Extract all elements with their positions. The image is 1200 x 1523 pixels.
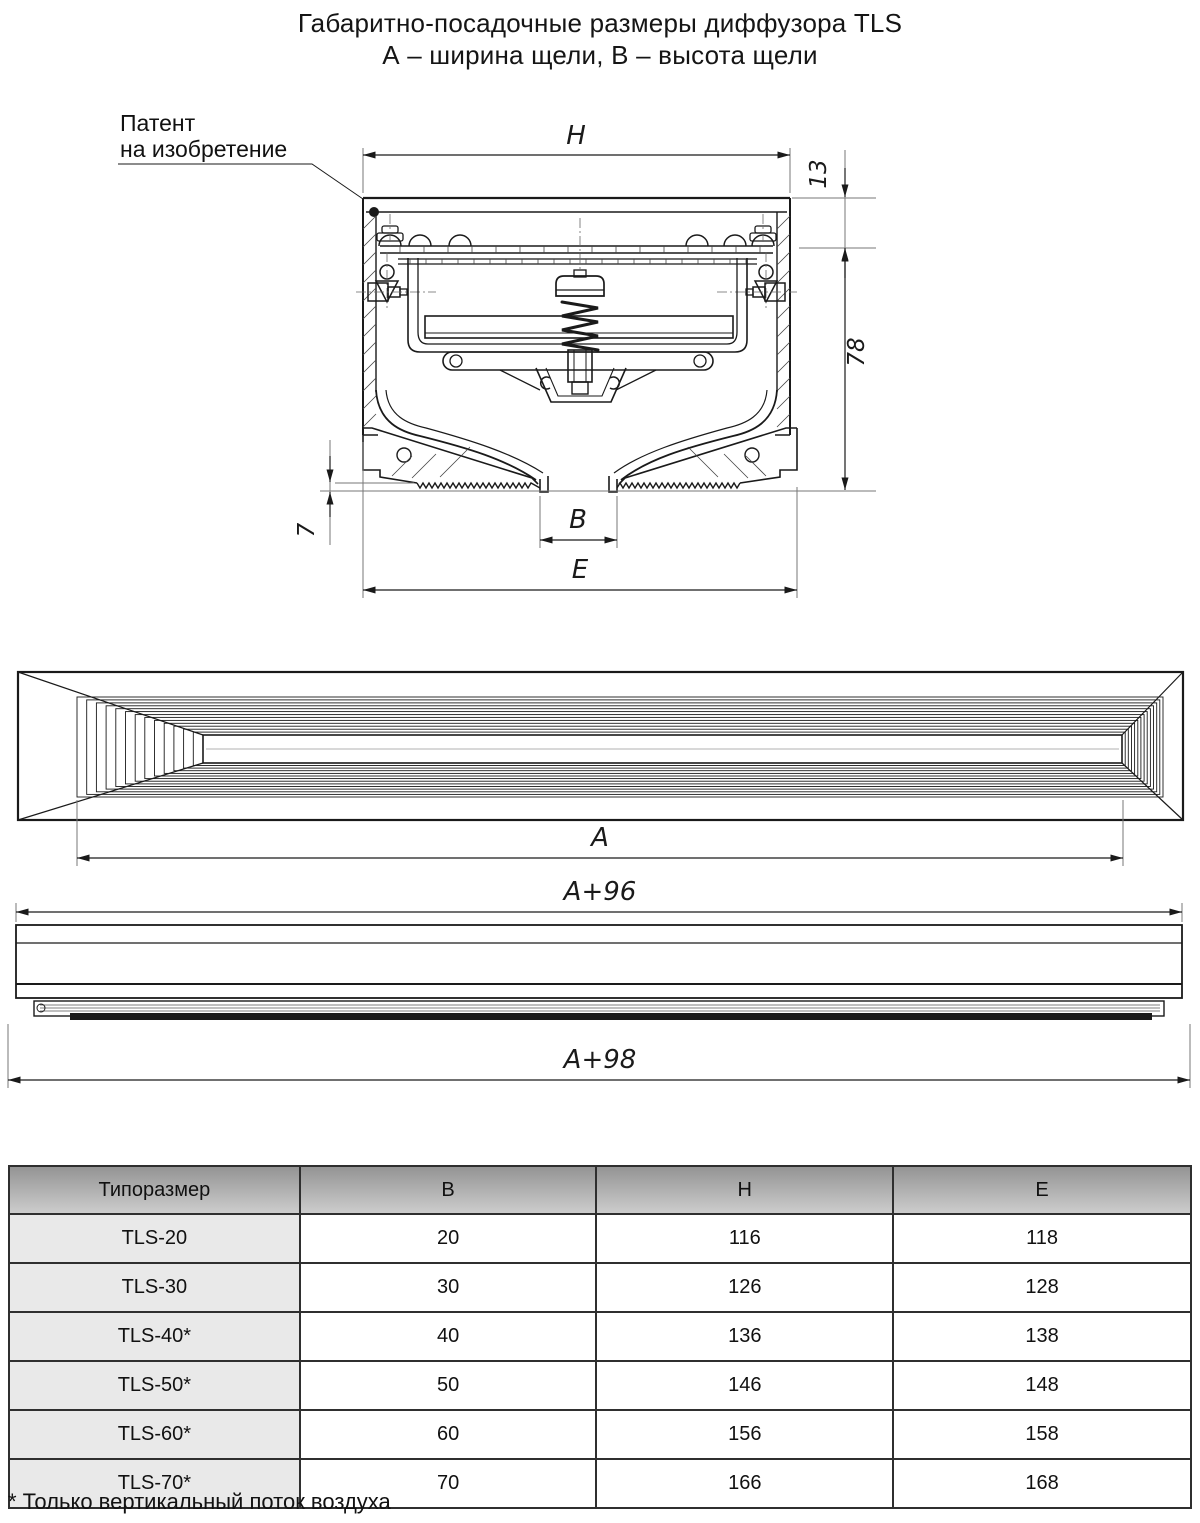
cell-model: TLS-70* [9, 1459, 300, 1508]
size-table-wrapper [8, 1165, 1192, 1509]
cell-b: 70 [300, 1459, 597, 1508]
flange-right [617, 428, 797, 488]
dim-label-a: А [591, 823, 609, 853]
cell-h: 166 [596, 1459, 893, 1508]
cell-e: 148 [893, 1361, 1191, 1410]
front-view [18, 672, 1183, 866]
cell-model: TLS-50* [9, 1361, 300, 1410]
page-subtitle: А – ширина щели, В – высота щели [382, 40, 818, 70]
dimension-a [77, 800, 1123, 866]
cell-h: 126 [596, 1263, 893, 1312]
patent-callout [118, 110, 379, 217]
dim-label-a98: А+98 [563, 1045, 637, 1075]
cell-b: 40 [300, 1312, 597, 1361]
dimension-7 [294, 440, 414, 545]
cell-h: 136 [596, 1312, 893, 1361]
footnote: * Только вертикальный поток воздуха [8, 1489, 391, 1514]
cell-b: 60 [300, 1410, 597, 1459]
table-row [9, 1214, 1191, 1263]
side-body [16, 925, 1182, 998]
dim-label-78: 78 [844, 337, 870, 367]
dimension-13 [792, 150, 876, 296]
dim-label-h: Н [566, 121, 586, 151]
mounting-screw-left [377, 214, 403, 246]
dim-label-a96: А+96 [563, 877, 637, 907]
dim-label-13: 13 [806, 159, 832, 189]
cell-h: 156 [596, 1410, 893, 1459]
size-table [8, 1165, 1192, 1509]
page-title: Габаритно-посадочные размеры диффузора TLS [297, 8, 903, 38]
cell-b: 50 [300, 1361, 597, 1410]
col-header-h: Н [596, 1166, 893, 1214]
col-header-e: Е [893, 1166, 1191, 1214]
cell-e: 168 [893, 1459, 1191, 1508]
anchor-clip-right [755, 252, 777, 308]
cell-b: 20 [300, 1214, 597, 1263]
cell-h: 116 [596, 1214, 893, 1263]
table-row [9, 1312, 1191, 1361]
bevel-stripes [77, 697, 1163, 797]
col-header-model: Типоразмер [9, 1166, 300, 1214]
mounting-screw-right [750, 214, 776, 246]
table-header-row [9, 1166, 1191, 1214]
dim-label-e: Е [571, 555, 589, 585]
cell-model: TLS-40* [9, 1312, 300, 1361]
dimension-a96 [16, 877, 1182, 922]
col-header-b: В [300, 1166, 597, 1214]
adjusting-screw [556, 218, 604, 394]
section-view [118, 110, 876, 598]
cell-model: TLS-20 [9, 1214, 300, 1263]
dimension-a98 [8, 1024, 1190, 1088]
patent-label-line1: Патент [120, 110, 196, 136]
dim-label-7: 7 [294, 522, 320, 538]
side-slot-bar [70, 1013, 1152, 1020]
cell-model: TLS-30 [9, 1263, 300, 1312]
dimension-b [540, 496, 617, 548]
flange-left [363, 428, 540, 488]
cell-e: 128 [893, 1263, 1191, 1312]
cell-b: 30 [300, 1263, 597, 1312]
anchor-clip-left [376, 252, 398, 308]
table-row [9, 1361, 1191, 1410]
table-row [9, 1263, 1191, 1312]
cell-e: 158 [893, 1410, 1191, 1459]
side-view [8, 877, 1190, 1088]
dimension-h [363, 121, 790, 193]
table-row [9, 1410, 1191, 1459]
cell-e: 118 [893, 1214, 1191, 1263]
dim-label-b: В [569, 505, 587, 535]
patent-label-line2: на изобретение [120, 136, 288, 162]
cell-e: 138 [893, 1312, 1191, 1361]
cell-h: 146 [596, 1361, 893, 1410]
cell-model: TLS-60* [9, 1410, 300, 1459]
